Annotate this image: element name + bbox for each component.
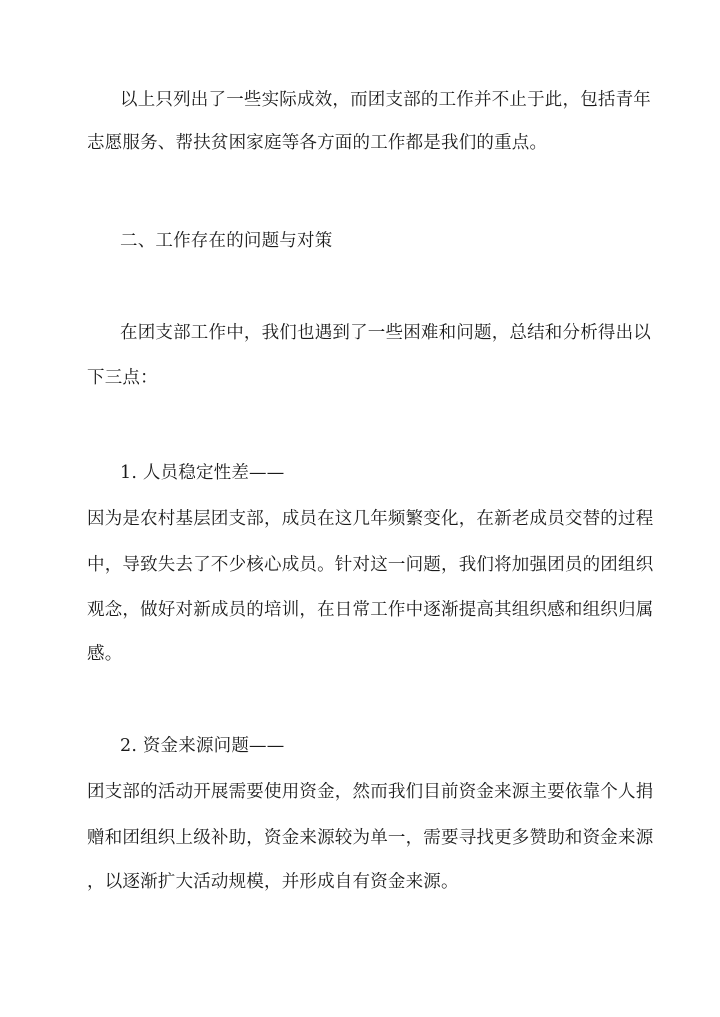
- item-2-title: 2. 资金来源问题——: [120, 736, 285, 756]
- item-2-line-2: 赠和团组织上级补助，资金来源较为单一，需要寻找更多赞助和资金来源: [87, 828, 654, 848]
- paragraph-1-line-1: 以上只列出了一些实际成效，而团支部的工作并不止于此，包括青年: [120, 90, 651, 110]
- item-1-line-1: 因为是农村基层团支部，成员在这几年频繁变化，在新老成员交替的过程: [87, 509, 654, 529]
- item-1-line-2: 中，导致失去了不少核心成员。针对这一问题，我们将加强团员的团组织: [87, 555, 654, 575]
- paragraph-2-line-1: 在团支部工作中，我们也遇到了一些困难和问题，总结和分析得出以: [120, 323, 651, 343]
- section-heading: 二、工作存在的问题与对策: [120, 231, 333, 251]
- item-1-title: 1. 人员稳定性差——: [120, 463, 285, 483]
- paragraph-2-line-2: 下三点：: [87, 368, 158, 388]
- item-1-line-3: 观念，做好对新成员的培训，在日常工作中逐渐提高其组织感和组织归属: [87, 600, 654, 620]
- item-2-line-3: ，以逐渐扩大活动规模，并形成自有资金来源。: [87, 872, 459, 892]
- item-1-line-4: 感。: [87, 644, 123, 664]
- paragraph-1-line-2: 志愿服务、帮扶贫困家庭等各方面的工作都是我们的重点。: [87, 133, 548, 153]
- item-2-line-1: 团支部的活动开展需要使用资金，然而我们目前资金来源主要依靠个人捐: [87, 782, 654, 802]
